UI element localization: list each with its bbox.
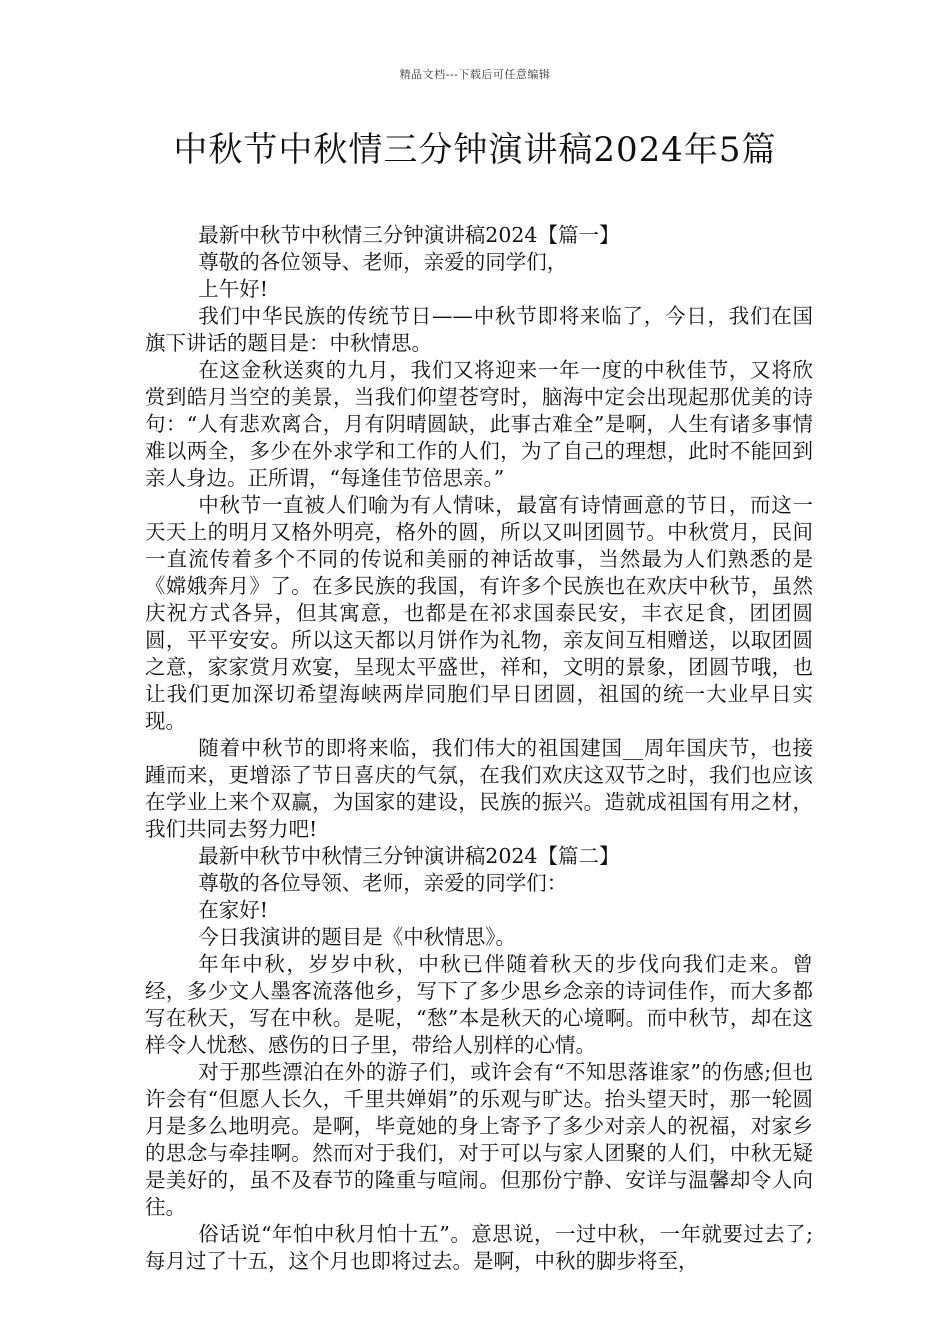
header-note: 精品文档---下载后可任意编辑 xyxy=(399,68,551,81)
paragraph: 年年中秋，岁岁中秋，中秋已伴随着秋天的步伐向我们走来。曾经，多少文人墨客流落他乡，写下了多少思乡念亲的诗词佳作，而大多都写在秋天，写在中秋。是呢，“愁”本是秋天的心境啊。而中秋节，却在这样令人忧愁、感伤的日子里，带给人别样的心情。 xyxy=(145,952,813,1057)
paragraph: 今日我演讲的题目是《中秋情思》。 xyxy=(198,925,517,949)
paragraph: 对于那些漂泊在外的游子们，或许会有“不知思落谁家”的伤感;但也许会有“但愿人长久，千里共婵娟”的乐观与旷达。抬头望天时，那一轮圆月是多么地明亮。是啊，毕竟她的身上寄予了多少对亲人的祝福，对家乡的思念与牵挂啊。然而对于我们，对于可以与家人团聚的人们，中秋无疑是美好的，虽不及春节的隆重与喧闹。但那份宁静、安详与温馨却令人向往。 xyxy=(145,1060,813,1219)
paragraph-greeting: 在家好! xyxy=(198,898,269,922)
paragraph-section-heading: 最新中秋节中秋情三分钟演讲稿2024【篇一】 xyxy=(198,223,620,247)
paragraph-salutation: 尊敬的各位导领、老师，亲爱的同学们： xyxy=(198,871,568,895)
document-title: 中秋节中秋情三分钟演讲稿2024年5篇 xyxy=(173,130,777,170)
paragraph: 我们中华民族的传统节日——中秋节即将来临了，今日，我们在国旗下讲话的题目是：中秋情思。 xyxy=(145,304,813,355)
paragraph-section-heading: 最新中秋节中秋情三分钟演讲稿2024【篇二】 xyxy=(198,844,620,868)
paragraph-salutation: 尊敬的各位领导、老师，亲爱的同学们， xyxy=(198,250,568,274)
paragraph: 随着中秋节的即将来临，我们伟大的祖国建国__周年国庆节，也接踵而来，更增添了节日喜庆的气氛，在我们欢庆这双节之时，我们也应该在学业上来个双赢，为国家的建设，民族的振兴。造就成祖国有用之材，我们共同去努力吧! xyxy=(145,736,813,841)
paragraph: 中秋节一直被人们喻为有人情味，最富有诗情画意的节日，而这一天天上的明月又格外明亮，格外的圆，所以又叫团圆节。中秋赏月，民间一直流传着多个不同的传说和美丽的神话故事，当然最为人们熟悉的是《嫦娥奔月》了。在多民族的我国，有许多个民族也在欢庆中秋节，虽然庆祝方式各异，但其寓意，也都是在祁求国泰民安，丰衣足食，团团圆圆，平平安安。所以这天都以月饼作为礼物，亲友间互相赠送，以取团圆之意，家家赏月欢宴，呈现太平盛世，祥和，文明的景象，团圆节哦，也让我们更加深切希望海峡两岸同胞们早日团圆，祖国的统一大业早日实现。 xyxy=(145,493,813,733)
paragraph-greeting: 上午好! xyxy=(198,277,269,301)
paragraph: 俗话说“年怕中秋月怕十五”。意思说，一过中秋，一年就要过去了;每月过了十五，这个月也即将过去。是啊，中秋的脚步将至， xyxy=(145,1222,813,1273)
document-body xyxy=(145,222,813,1275)
paragraph: 在这金秋送爽的九月，我们又将迎来一年一度的中秋佳节，又将欣赏到皓月当空的美景，当我们仰望苍穹时，脑海中定会出现起那优美的诗句：“人有悲欢离合，月有阴晴圆缺，此事古难全”是啊，人生有诸多事情难以两全，多少在外求学和工作的人们，为了自己的理想，此时不能回到亲人身边。正所谓，“每逢佳节倍思亲。” xyxy=(145,358,813,490)
